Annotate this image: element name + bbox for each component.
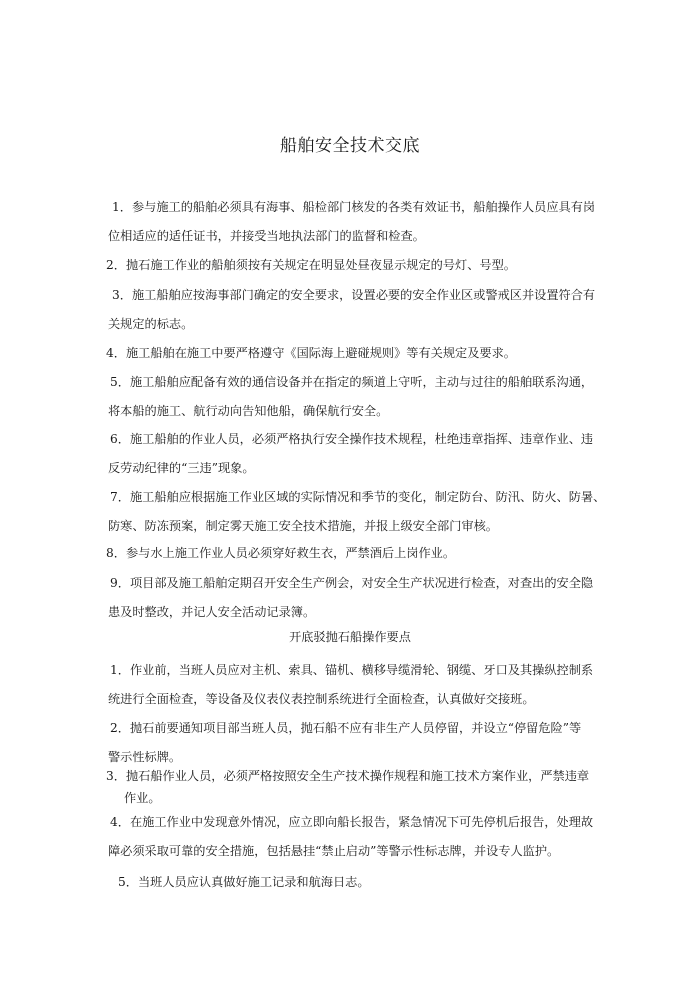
item-line: 9．项目部及施工船舶定期召开安全生产例会，对安全生产状况进行检查，对查出的安全隐 xyxy=(110,576,594,590)
section-subtitle: 开底驳抛石船操作要点 xyxy=(289,630,411,644)
operation-item-4 xyxy=(110,808,610,866)
safety-item-7 xyxy=(110,483,610,541)
page-title: 船舶安全技术交底 xyxy=(280,136,420,156)
safety-item-1 xyxy=(108,193,612,251)
operation-item-2 xyxy=(110,714,610,772)
operation-item-1 xyxy=(110,656,610,714)
item-line: 防寒、防冻预案，制定雾天施工安全技术措施，并报上级安全部门审核。 xyxy=(108,519,498,533)
safety-item-9 xyxy=(110,569,610,627)
item-line: 警示性标牌。 xyxy=(108,750,182,764)
item-line: 作业。 xyxy=(124,791,161,805)
item-line: 8．参与水上施工作业人员必须穿好救生衣，严禁酒后上岗作业。 xyxy=(106,546,456,560)
safety-item-3 xyxy=(108,281,612,339)
item-line: 2．抛石前要通知项目部当班人员，抛石船不应有非生产人员停留，并设立“停留危险”等 xyxy=(110,721,582,735)
item-line: 4．在施工作业中发现意外情况，应立即向船长报告，紧急情况下可先停机后报告，处理故 xyxy=(110,815,594,829)
item-line: 5．当班人员应认真做好施工记录和航海日志。 xyxy=(118,875,370,889)
item-line: 5．施工船舶应配备有效的通信设备并在指定的频道上守听，主动与过往的船舶联系沟通， xyxy=(110,375,594,389)
item-line: 关规定的标志。 xyxy=(108,317,194,331)
item-line: 将本船的施工、航行动向告知他船，确保航行安全。 xyxy=(108,404,389,418)
safety-item-5 xyxy=(110,368,610,426)
safety-item-4 xyxy=(106,339,606,368)
item-line: 4．施工船舶在施工中要严格遵守《国际海上避碰规则》等有关规定及要求。 xyxy=(106,346,516,360)
item-line: 6．施工船舶的作业人员，必须严格执行安全操作技术规程，杜绝违章指挥、违章作业、违 xyxy=(110,432,594,446)
item-line: 患及时整改，并记人安全活动记录簿。 xyxy=(108,605,316,619)
operation-item-5 xyxy=(118,868,618,897)
item-line: 3．施工船舶应按海事部门确定的安全要求，设置必要的安全作业区或警戒区并设置符合有 xyxy=(112,288,596,302)
item-line: 1．作业前，当班人员应对主机、索具、锚机、横移导缆滑轮、钢缆、牙口及其操纵控制系 xyxy=(110,663,594,677)
item-line: 反劳动纪律的“三违”现象。 xyxy=(108,461,255,475)
item-line: 障必须采取可靠的安全措施，包括悬挂“禁止启动”等警示性标志牌，并设专人监护。 xyxy=(108,844,560,858)
item-line: 3．抛石船作业人员，必须严格按照安全生产技术操作规程和施工技术方案作业，严禁违章 xyxy=(106,769,590,783)
safety-item-6 xyxy=(110,425,610,483)
item-line: 7．施工船舶应根据施工作业区域的实际情况和季节的变化，制定防台、防汛、防火、防暑、 xyxy=(110,490,606,504)
item-line: 统进行全面检查，等设备及仪表仪表控制系统进行全面检查，认真做好交接班。 xyxy=(108,692,535,706)
item-line: 1．参与施工的船舶必须具有海事、船检部门核发的各类有效证书，船舶操作人员应具有岗 xyxy=(112,200,596,214)
item-line: 2．抛石施工作业的船舶须按有关规定在明显处昼夜显示规定的号灯、号型。 xyxy=(106,258,516,272)
item-line: 位相适应的适任证书，并接受当地执法部门的监督和检查。 xyxy=(108,229,425,243)
safety-item-8 xyxy=(106,539,606,568)
operation-item-3 xyxy=(106,765,606,809)
safety-item-2 xyxy=(106,251,606,280)
